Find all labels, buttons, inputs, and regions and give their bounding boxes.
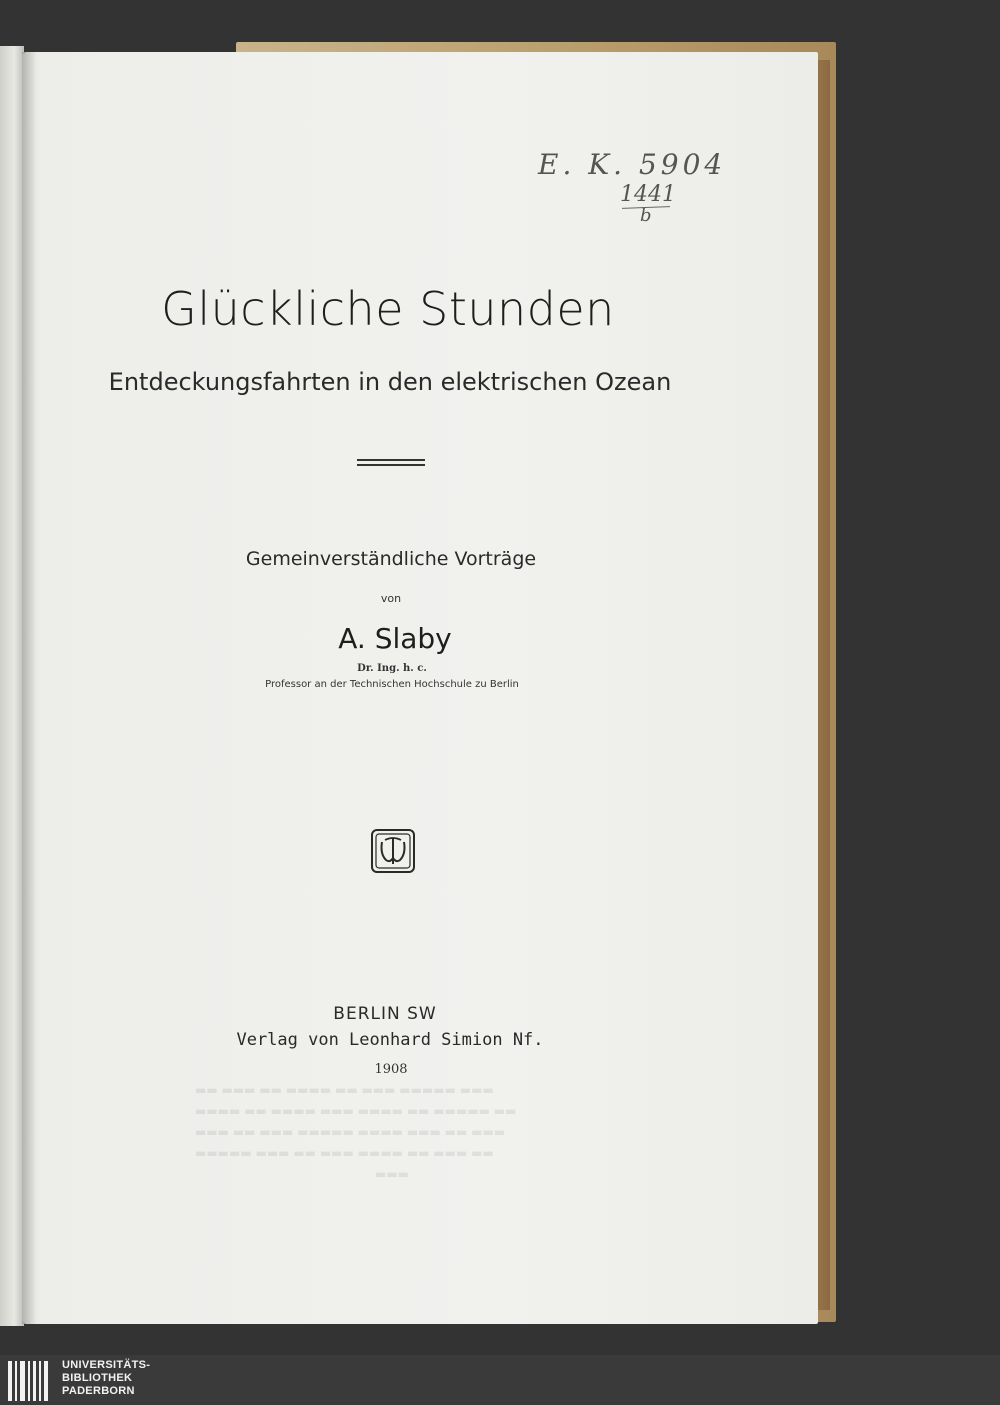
author-affiliation: Professor an der Technischen Hochschule zu Berlin: [265, 679, 519, 690]
library-name-line-1: UNIVERSITÄTS-: [62, 1359, 151, 1371]
left-page-edge: [0, 46, 24, 1326]
library-name-line-2: BIBLIOTHEK: [62, 1372, 133, 1384]
shelfmark-line-3: b: [640, 205, 652, 226]
book-subtitle: Entdeckungsfahrten in den elektrischen Ozean: [108, 368, 672, 396]
series-line: Gemeinverständliche Vorträge: [245, 548, 537, 570]
imprint-publisher: Verlag von Leonhard Simion Nf.: [236, 1030, 544, 1050]
book-title: Glückliche Stunden: [161, 282, 615, 336]
title-rule-top: [357, 459, 425, 461]
library-footer: [0, 1355, 1000, 1405]
library-barcode-logo-icon: [8, 1361, 54, 1401]
shelfmark-line-2: 1441: [620, 182, 676, 207]
imprint-year: 1908: [374, 1062, 408, 1077]
page-gutter-shadow: [22, 52, 36, 1324]
author-degree: Dr. Ing. h. c.: [357, 663, 427, 674]
publisher-monogram-icon: [370, 828, 416, 874]
title-rule-bottom: [357, 464, 425, 466]
imprint-place: BERLIN SW: [333, 1004, 437, 1024]
author-name: A. Slaby: [338, 622, 452, 655]
show-through-texture: ▬▬ ▬▬▬ ▬▬ ▬▬▬▬ ▬▬ ▬▬▬ ▬▬▬▬▬ ▬▬▬ ▬▬▬▬ ▬▬ ▬▬▬▬ ▬▬▬ ▬▬▬▬ ▬▬ ▬▬▬▬▬ ▬▬ ▬▬▬ ▬▬ ▬▬▬ ▬▬▬▬▬ ▬▬▬▬ ▬▬▬ ▬▬ ▬▬▬ ▬▬▬▬▬ ▬▬▬ ▬▬ ▬▬▬ ▬▬▬▬ ▬▬ ▬▬▬ ▬▬ ▬▬▬: [195, 1083, 517, 1181]
library-name-line-3: PADERBORN: [62, 1385, 135, 1397]
by-line: von: [380, 592, 402, 605]
library-name: [62, 1359, 150, 1398]
shelfmark-line-1: E. K. 5904: [538, 148, 727, 181]
